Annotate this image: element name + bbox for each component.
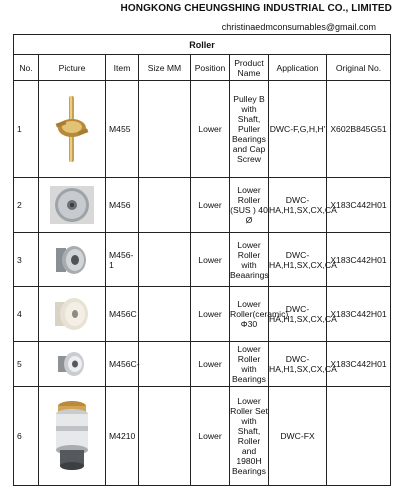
- row-product-name: Lower Roller (SUS ) 40 Ø: [230, 178, 269, 233]
- row-original-no: X183C442H01: [327, 178, 391, 233]
- row-original-no: X183C442H01: [327, 287, 391, 342]
- column-header-item: Item: [106, 55, 139, 81]
- row-position: Lower: [191, 178, 230, 233]
- row-no: 4: [14, 287, 39, 342]
- row-application: DWC-HA,H1,SX,CX,CA: [269, 233, 327, 287]
- contact-email: christinaedmconsumables@gmail.com: [221, 22, 376, 32]
- column-header-picture: Picture: [39, 55, 106, 81]
- row-no: 3: [14, 233, 39, 287]
- table-row: [14, 387, 391, 486]
- row-application: DWC-HA,H1,SX,CX,CA: [269, 287, 327, 342]
- row-item: M456: [106, 178, 139, 233]
- row-item: M456C-: [106, 342, 139, 387]
- row-original-no: [327, 387, 391, 486]
- column-header-original-no: Original No.: [327, 55, 391, 81]
- table-row: [14, 178, 391, 233]
- row-product-name: Lower Roller(ceramic) Φ30: [230, 287, 269, 342]
- steel-roller-icon: [39, 178, 106, 233]
- row-original-no: X183C442H01: [327, 233, 391, 287]
- row-no: 6: [14, 387, 39, 486]
- row-position: Lower: [191, 287, 230, 342]
- row-no: 2: [14, 178, 39, 233]
- table-title: Roller: [14, 35, 391, 55]
- table-row: [14, 342, 391, 387]
- row-application: DWC-FX: [269, 387, 327, 486]
- row-size: [139, 387, 191, 486]
- roller-table: [13, 34, 391, 486]
- column-header-application: Application: [269, 55, 327, 81]
- row-no: 1: [14, 81, 39, 178]
- roller-bearing-icon: [39, 233, 106, 287]
- header-row: [14, 55, 391, 81]
- column-header-product-name: Product Name: [230, 55, 269, 81]
- table-row: [14, 287, 391, 342]
- row-size: [139, 342, 191, 387]
- small-roller-icon: [39, 342, 106, 387]
- column-header-no: No.: [14, 55, 39, 81]
- column-header-position: Position: [191, 55, 230, 81]
- row-application: DWC-HA,H1,SX,CX,CA: [269, 342, 327, 387]
- row-item: M456C: [106, 287, 139, 342]
- row-item: M4210: [106, 387, 139, 486]
- company-name: HONGKONG CHEUNGSHING INDUSTRIAL CO., LIMITED: [120, 3, 392, 14]
- roller-set-icon: [39, 387, 106, 486]
- row-size: [139, 287, 191, 342]
- row-no: 5: [14, 342, 39, 387]
- column-header-size: Size MM: [139, 55, 191, 81]
- table-row: [14, 81, 391, 178]
- row-item: M456-1: [106, 233, 139, 287]
- row-size: [139, 233, 191, 287]
- row-product-name: Pulley B with Shaft, Puller Bearings and Cap Screw: [230, 81, 269, 178]
- row-item: M455: [106, 81, 139, 178]
- row-application: DWC-HA,H1,SX,CX,CA: [269, 178, 327, 233]
- row-size: [139, 178, 191, 233]
- row-application: DWC-F,G,H,H': [269, 81, 327, 178]
- ceramic-roller-icon: [39, 287, 106, 342]
- table-row: [14, 233, 391, 287]
- row-size: [139, 81, 191, 178]
- pulley-assembly-icon: [39, 81, 106, 178]
- row-original-no: X602B845G51: [327, 81, 391, 178]
- row-position: Lower: [191, 342, 230, 387]
- row-original-no: X183C442H01: [327, 342, 391, 387]
- row-position: Lower: [191, 387, 230, 486]
- row-product-name: Lower Roller with Beaarings: [230, 233, 269, 287]
- row-position: Lower: [191, 233, 230, 287]
- row-product-name: Lower Roller Set with Shaft, Roller and 1980H Bearings: [230, 387, 269, 486]
- row-product-name: Lower Roller with Bearings: [230, 342, 269, 387]
- row-position: Lower: [191, 81, 230, 178]
